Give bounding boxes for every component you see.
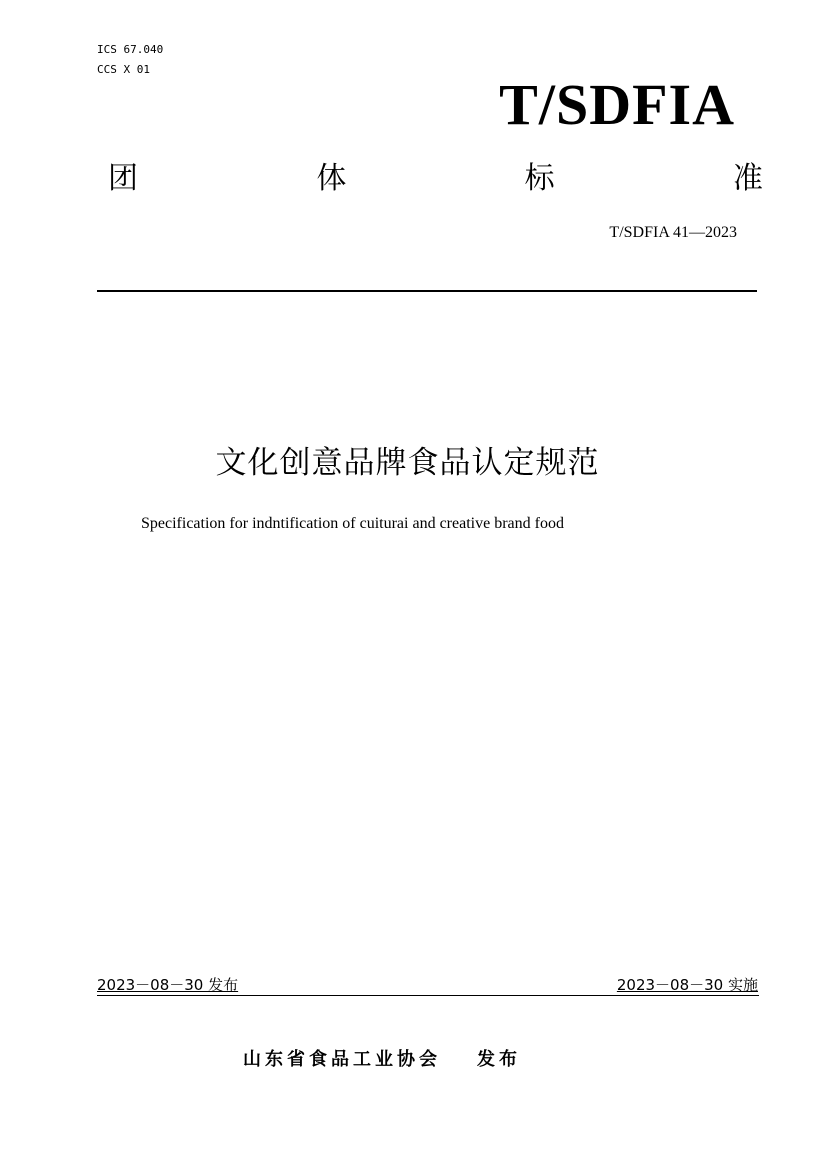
- standard-logo: T/SDFIA: [499, 72, 735, 137]
- standard-type-heading: [108, 160, 763, 198]
- standard-number: T/SDFIA 41—2023: [609, 224, 737, 241]
- header-divider: [97, 290, 757, 292]
- document-title-english: Specification for indntification of cuiturai and creative brand food: [141, 515, 564, 532]
- standard-type-char: 标: [524, 161, 555, 196]
- footer-divider: [97, 995, 759, 996]
- publisher-line: [243, 1048, 521, 1072]
- standard-type-char: 准: [732, 161, 763, 196]
- standard-type-char: 体: [316, 161, 347, 196]
- issue-date: 2023－08－30 发布: [97, 976, 239, 994]
- ccs-code: CCS X 01: [97, 63, 150, 76]
- implementation-date: 2023－08－30 实施: [616, 976, 758, 994]
- ics-code: ICS 67.040: [97, 43, 164, 56]
- standard-type-char: 团: [108, 161, 138, 196]
- document-title-chinese: 文化创意品牌食品认定规范: [215, 445, 600, 481]
- publisher-action: 发布: [477, 1049, 521, 1070]
- publisher-name: 山东省食品工业协会: [243, 1049, 441, 1070]
